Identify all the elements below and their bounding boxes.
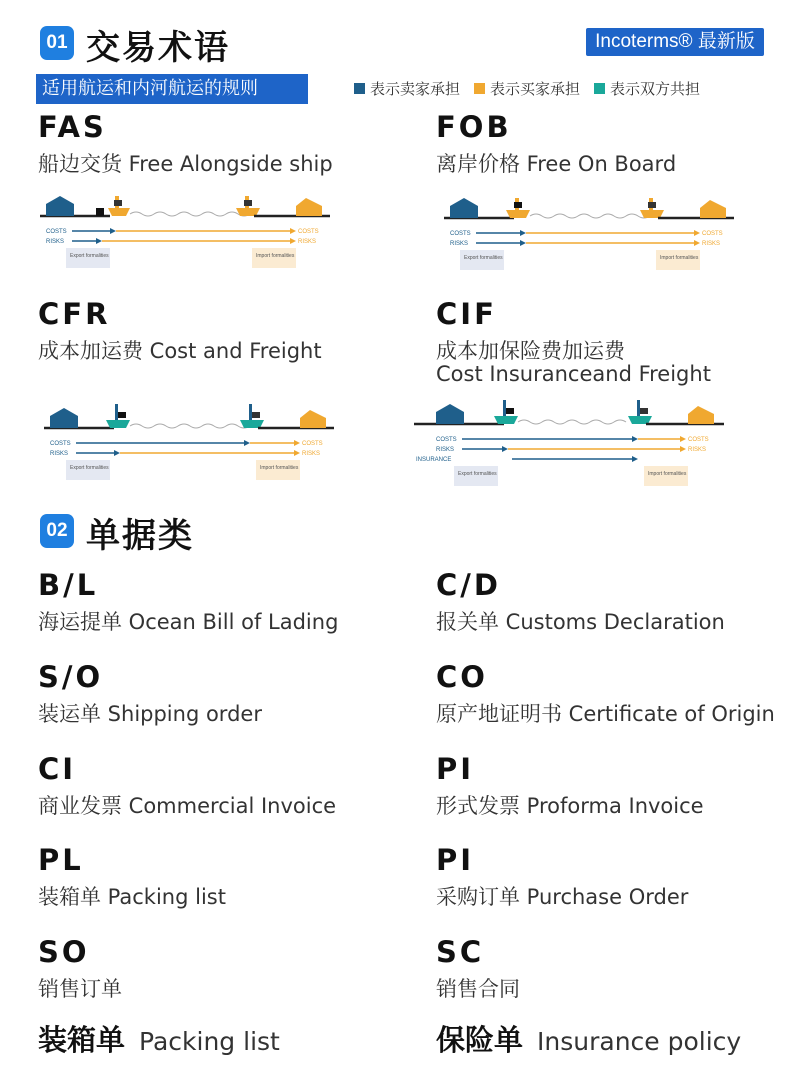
- diagram-risks-label: RISKS: [46, 239, 65, 245]
- bottom-item-zh: 装箱单: [38, 1023, 126, 1057]
- doc-desc: 商业发票 Commercial Invoice: [38, 794, 337, 818]
- section-number-badge: 02: [40, 514, 74, 548]
- doc-desc: 销售订单: [38, 977, 122, 1001]
- term-code-fas: FAS: [38, 110, 107, 144]
- doc-desc: 海运提单 Ocean Bill of Lading: [38, 610, 339, 634]
- incoterms-tag: Incoterms® 最新版: [586, 28, 764, 56]
- doc-code: PI: [436, 843, 475, 877]
- diagram-risks-label: RISKS: [702, 241, 721, 247]
- section-subtitle: 适用航运和内河航运的规则: [36, 74, 308, 104]
- diagram-risks-label: RISKS: [298, 239, 317, 245]
- term-code-fob: FOB: [436, 110, 512, 144]
- legend-label: 表示双方共担: [610, 80, 701, 98]
- cif-diagram: [414, 394, 724, 490]
- diagram-import-label: Import formalities: [260, 465, 299, 471]
- legend-item-shared: [594, 78, 700, 99]
- legend-swatch-seller: [354, 83, 365, 94]
- doc-code: PI: [436, 752, 475, 786]
- diagram-risks-label: RISKS: [688, 447, 707, 453]
- bottom-item-en: Packing list: [139, 1027, 280, 1056]
- diagram-import-label: Import formalities: [660, 255, 699, 261]
- section-title: 单据类: [86, 516, 194, 556]
- doc-code: B/L: [38, 568, 99, 602]
- doc-code: SC: [436, 935, 485, 969]
- bottom-item-packing: [38, 1018, 280, 1059]
- term-desc-fob: 离岸价格 Free On Board: [436, 152, 677, 176]
- legend: [354, 78, 700, 99]
- diagram-costs-label: COSTS: [450, 231, 471, 237]
- section-title: 交易术语: [86, 28, 230, 68]
- diagram-insurance-label: INSURANCE: [416, 457, 452, 463]
- fas-diagram: [40, 186, 330, 270]
- doc-code: PL: [38, 843, 84, 877]
- section-number-badge: 01: [40, 26, 74, 60]
- term-desc-cif: 成本加保险费加运费: [436, 339, 625, 363]
- doc-desc: 采购订单 Purchase Order: [436, 885, 689, 909]
- term-desc-fas: 船边交货 Free Alongside ship: [38, 152, 333, 176]
- doc-code: CI: [38, 752, 77, 786]
- diagram-export-label: Export formalities: [70, 253, 109, 259]
- diagram-export-label: Export formalities: [464, 255, 503, 261]
- diagram-costs-label: COSTS: [302, 441, 323, 447]
- term-code-cfr: CFR: [38, 297, 111, 331]
- legend-swatch-shared: [594, 83, 605, 94]
- doc-code: C/D: [436, 568, 501, 602]
- diagram-risks-label: RISKS: [436, 447, 455, 453]
- doc-desc: 原产地证明书 Certificate of Origin: [436, 702, 775, 726]
- legend-swatch-buyer: [474, 83, 485, 94]
- diagram-export-label: Export formalities: [70, 465, 109, 471]
- legend-label: 表示买家承担: [490, 80, 581, 98]
- term-desc2-cif: Cost Insuranceand Freight: [436, 362, 711, 386]
- diagram-risks-label: RISKS: [302, 451, 321, 457]
- legend-item-buyer: [474, 78, 580, 99]
- diagram-costs-label: COSTS: [688, 437, 709, 443]
- diagram-risks-label: RISKS: [450, 241, 469, 247]
- diagram-costs-label: COSTS: [50, 441, 71, 447]
- bottom-item-en: Insurance policy: [537, 1027, 742, 1056]
- legend-label: 表示卖家承担: [370, 80, 461, 98]
- legend-item-seller: [354, 78, 460, 99]
- term-code-cif: CIF: [436, 297, 497, 331]
- doc-desc: 销售合同: [436, 977, 520, 1001]
- diagram-costs-label: COSTS: [298, 229, 319, 235]
- diagram-import-label: Import formalities: [256, 253, 295, 259]
- doc-code: SO: [38, 935, 90, 969]
- diagram-risks-label: RISKS: [50, 451, 69, 457]
- doc-desc: 装运单 Shipping order: [38, 702, 262, 726]
- fob-diagram: [444, 188, 734, 272]
- diagram-costs-label: COSTS: [702, 231, 723, 237]
- bottom-item-zh: 保险单: [436, 1023, 524, 1057]
- doc-code: S/O: [38, 660, 104, 694]
- doc-code: CO: [436, 660, 488, 694]
- doc-desc: 装箱单 Packing list: [38, 885, 226, 909]
- cfr-diagram: [44, 398, 334, 482]
- diagram-costs-label: COSTS: [46, 229, 67, 235]
- term-desc-cfr: 成本加运费 Cost and Freight: [38, 339, 322, 363]
- diagram-export-label: Export formalities: [458, 471, 497, 477]
- doc-desc: 形式发票 Proforma Invoice: [436, 794, 704, 818]
- bottom-item-insurance: [436, 1018, 741, 1059]
- doc-desc: 报关单 Customs Declaration: [436, 610, 725, 634]
- diagram-import-label: Import formalities: [648, 471, 687, 477]
- diagram-costs-label: COSTS: [436, 437, 457, 443]
